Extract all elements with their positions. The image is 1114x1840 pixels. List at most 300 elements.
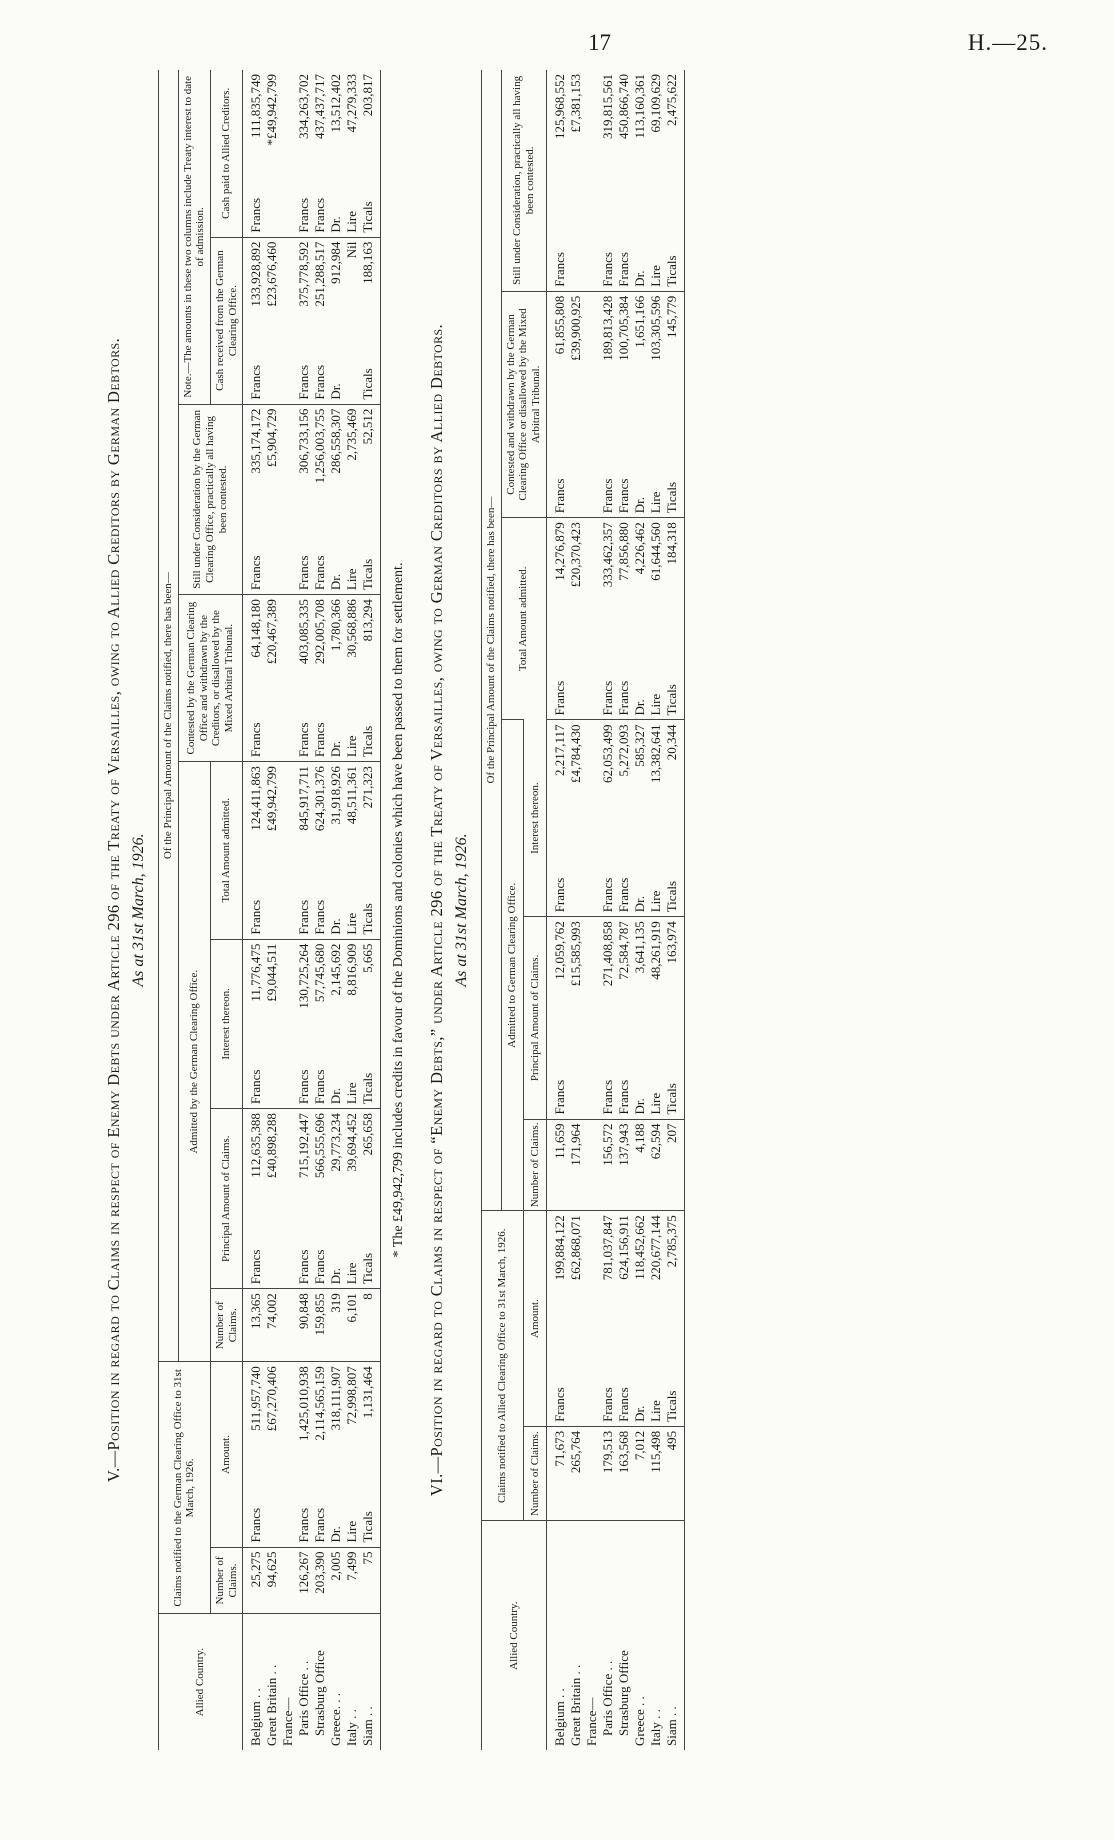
admitted-number-cell: 156,572: [600, 1119, 616, 1211]
int-cell-value: 130,725,264: [296, 939, 312, 1049]
paid-cell-value: 47,279,333: [344, 74, 360, 133]
number-of-claims-cell: 126,267: [296, 1547, 312, 1614]
country-cell: Strasburg Office: [312, 1614, 328, 1750]
con-cell-currency: [280, 702, 296, 762]
pr-cell-value: [584, 917, 600, 1052]
admitted-number-cell: 90,848: [296, 1289, 312, 1362]
admitted-number-cell: 11,659: [546, 1119, 568, 1211]
table-row: [616, 70, 632, 1750]
number-of-claims-cell: 7,499: [344, 1547, 360, 1614]
paid-cell-value: 111,835,749: [248, 74, 264, 139]
amount-currency: Dr.: [631, 1405, 647, 1422]
con-cell-value: [584, 291, 600, 450]
amount-value: 1,131,464: [360, 1362, 381, 1487]
amount-value: 220,677,144: [648, 1211, 664, 1359]
document-reference: H.—25.: [967, 30, 1048, 55]
admitted-number-cell: 4,188: [632, 1119, 648, 1211]
still-cell-currency: [264, 535, 280, 595]
int-cell-value: 57,745,680: [312, 939, 328, 1049]
number-of-claims-cell: 179,513: [600, 1426, 616, 1520]
pr-cell-currency: Francs: [248, 1249, 264, 1285]
table-row: [264, 70, 280, 1750]
rec-cell-value: 133,928,892: [243, 237, 265, 344]
section-vi-table: [481, 70, 685, 1750]
still-cell-value: 2,735,469: [344, 404, 360, 534]
table-row: [632, 70, 648, 1750]
rotated-sheet: [104, 70, 1104, 1750]
int-cell-currency: Lire: [647, 890, 663, 913]
int-cell-currency: Dr.: [328, 1087, 344, 1105]
country-cell: Italy . .: [344, 1614, 360, 1750]
number-of-claims-cell: [280, 1547, 296, 1614]
con-cell-currency: Francs: [296, 722, 312, 758]
still-cell-currency: Francs: [312, 555, 328, 591]
pr-cell-value: 566,555,696: [312, 1109, 328, 1229]
amount-currency: Francs: [599, 1387, 615, 1422]
rec-cell-value: 912,984: [328, 237, 344, 344]
header6-number-of-claims: Number of Claims.: [524, 1426, 546, 1520]
still-cell-value: [584, 70, 600, 218]
int-cell-value: 62,053,499: [600, 720, 616, 849]
still-cell-value: £7,381,153: [567, 74, 583, 133]
header6-principal: Principal Amount of Claims.: [524, 917, 546, 1119]
tot-cell-value: 77,856,880: [616, 518, 632, 653]
amount-currency: [264, 1487, 280, 1547]
section-vi-number: VI.—: [427, 1456, 447, 1497]
con-cell-currency: Francs: [599, 478, 615, 514]
admitted-number-cell: 159,855: [312, 1289, 328, 1362]
header6-still-under: Still under Consideration, practically all having been contested.: [501, 70, 546, 291]
section-v-footnote: * The £49,942,799 includes credits in favour of the Dominions and colonies which have been passed to them for settlement.: [391, 562, 407, 1258]
header-admitted-group: Admitted by the German Clearing Office.: [178, 762, 210, 1362]
rec-cell-value: 251,288,517: [312, 237, 328, 344]
section-vi-date: As at 31st March, 1926.: [453, 833, 471, 987]
still-cell-currency: [584, 218, 600, 291]
still-cell-value: 286,558,307: [328, 404, 344, 534]
number-of-claims-cell: 94,625: [264, 1547, 280, 1614]
section-v-body: [243, 70, 381, 1750]
still-cell-currency: Francs: [551, 252, 567, 287]
still-cell-value: 113,160,361: [631, 74, 647, 139]
still-cell-currency: Francs: [599, 252, 615, 287]
amount-value: [584, 1211, 600, 1359]
pr-cell-value: 39,694,452: [344, 1109, 360, 1229]
admitted-number-cell: 74,002: [264, 1289, 280, 1362]
int-cell-value: £4,784,430: [568, 720, 584, 849]
int-cell-value: 2,145,692: [328, 939, 344, 1049]
paid-cell-value: 13,512,402: [328, 74, 344, 133]
pr-cell-value: [280, 1109, 296, 1229]
section-vi-title-text: Position in regard to Claims in respect of “Enemy Debts,” under Article 296 of the Treaty of Versailles, owing to German Creditors by Allied Debtors.: [427, 323, 447, 1457]
pr-cell-value: £40,898,288: [264, 1109, 280, 1229]
paid-cell-currency: [264, 177, 280, 237]
int-cell-currency: Dr.: [631, 896, 647, 913]
tot-cell-value: 271,323: [360, 762, 381, 879]
amount-currency: [280, 1487, 296, 1547]
still-cell-value: [280, 404, 296, 534]
tot-cell-currency: Dr.: [328, 918, 344, 935]
int-cell-currency: Lire: [344, 1082, 360, 1105]
amount-value: 72,998,807: [344, 1362, 360, 1487]
con-cell-currency: Francs: [615, 478, 631, 514]
number-of-claims-cell: 265,764: [568, 1426, 584, 1520]
admitted-number-cell: [280, 1289, 296, 1362]
still-cell-currency: Dr.: [328, 573, 344, 591]
number-of-claims-cell: 163,568: [616, 1426, 632, 1520]
paid-cell-currency: [280, 177, 296, 237]
number-of-claims-cell: 75: [360, 1547, 381, 1614]
amount-currency: [584, 1359, 600, 1426]
header6-amount: Amount.: [524, 1211, 546, 1427]
tot-cell-value: 14,276,879: [546, 518, 568, 653]
rec-cell-currency: Francs: [296, 364, 312, 400]
still-cell-currency: Francs: [615, 252, 631, 287]
number-of-claims-cell: 2,005: [328, 1547, 344, 1614]
tot-cell-currency: Francs: [312, 899, 328, 935]
admitted-number-cell: [584, 1119, 600, 1211]
table-row: [360, 70, 381, 1750]
still-cell-currency: Francs: [296, 555, 312, 591]
int-cell-currency: [264, 1049, 280, 1109]
tot-cell-currency: Ticals: [360, 879, 381, 939]
tot-cell-value: 624,301,376: [312, 762, 328, 879]
header-number-of-claims: Number of Claims.: [210, 1547, 242, 1614]
tot-cell-value: 48,511,361: [344, 762, 360, 879]
table-row: [584, 70, 600, 1750]
pr-cell-currency: Francs: [615, 1079, 631, 1115]
number-of-claims-cell: 25,275: [243, 1547, 265, 1614]
tot-cell-value: 184,318: [664, 518, 685, 653]
tot-cell-currency: Francs: [296, 899, 312, 935]
pr-cell-value: 48,261,919: [648, 917, 664, 1052]
country-cell: Siam . .: [664, 1521, 685, 1750]
pr-cell-value: 12,059,762: [546, 917, 568, 1052]
header6-number-of-claims-admitted: Number of Claims.: [524, 1119, 546, 1211]
tot-cell-value: 124,411,863: [243, 762, 265, 879]
paid-cell-value: 203,817: [360, 70, 381, 177]
header-contested: Contested by the German Clearing Office and withdrawn by the Creditors, or disallowed by the Mixed Arbitral Tribunal.: [178, 595, 243, 762]
still-cell-currency: [568, 218, 584, 291]
tot-cell-currency: [584, 653, 600, 720]
int-cell-value: [280, 939, 296, 1049]
still-cell-value: 450,866,740: [615, 74, 631, 139]
int-cell-currency: Francs: [599, 877, 615, 913]
amount-currency: Francs: [296, 1507, 312, 1543]
admitted-number-cell: 62,594: [648, 1119, 664, 1211]
country-cell: Belgium . .: [243, 1614, 265, 1750]
country-cell: Siam . .: [360, 1614, 381, 1750]
table-row: [296, 70, 312, 1750]
int-cell-value: 5,665: [360, 939, 381, 1049]
country-cell: Strasburg Office: [616, 1521, 632, 1750]
section-v-title-text: Position in regard to Claims in respect of Enemy Debts under Article 296 of the Treaty of Versailles, owing to Allied Creditors by German Debtors.: [104, 337, 123, 1451]
int-cell-currency: [584, 849, 600, 916]
pr-cell-currency: [568, 1052, 584, 1119]
amount-currency: Ticals: [664, 1359, 685, 1426]
int-cell-value: 5,272,093: [616, 720, 632, 849]
con-cell-currency: Dr.: [328, 740, 344, 758]
header-cash-paid: Cash paid to Allied Creditors.: [210, 70, 242, 237]
amount-currency: Lire: [344, 1520, 360, 1543]
con-cell-value: 64,148,180: [243, 595, 265, 702]
number-of-claims-cell: 203,390: [312, 1547, 328, 1614]
int-cell-value: £9,044,511: [264, 939, 280, 1049]
table-row: [344, 70, 360, 1750]
still-cell-currency: [280, 535, 296, 595]
header-cash-received: Cash received from the German Clearing Office.: [210, 237, 242, 404]
number-of-claims-cell: [584, 1426, 600, 1520]
tot-cell-value: 31,918,926: [328, 762, 344, 879]
still-cell-value: 125,968,552: [551, 74, 567, 139]
pr-cell-value: £15,585,993: [568, 917, 584, 1052]
amount-value: 318,111,907: [328, 1362, 344, 1487]
still-cell-currency: Lire: [647, 265, 663, 287]
int-cell-currency: Ticals: [664, 849, 685, 916]
tot-cell-currency: [264, 879, 280, 939]
section-v-table: [158, 70, 381, 1750]
section-v-date: As at 31st March, 1926.: [130, 833, 147, 987]
admitted-number-cell: 13,365: [243, 1289, 265, 1362]
amount-currency: Francs: [551, 1387, 567, 1422]
con-cell-value: [280, 595, 296, 702]
amount-value: £62,868,071: [568, 1211, 584, 1359]
paid-cell-currency: Ticals: [360, 177, 381, 237]
con-cell-value: 189,813,428: [600, 291, 616, 450]
pr-cell-value: 72,584,787: [616, 917, 632, 1052]
tot-cell-currency: [568, 653, 584, 720]
still-cell-currency: Ticals: [360, 535, 381, 595]
pr-cell-value: 163,974: [664, 917, 685, 1052]
section-vi-title: [427, 70, 447, 1750]
rec-cell-value: 188,163: [360, 237, 381, 344]
pr-cell-currency: Francs: [551, 1079, 567, 1115]
con-cell-currency: Ticals: [360, 702, 381, 762]
con-cell-value: 61,855,808: [546, 291, 568, 450]
admitted-number-cell: 207: [664, 1119, 685, 1211]
header-interest: Interest thereon.: [210, 939, 242, 1109]
con-cell-value: 292,005,708: [312, 595, 328, 702]
amount-value: 781,037,847: [600, 1211, 616, 1359]
paid-cell-value: *£49,942,799: [264, 74, 280, 146]
tot-cell-value: £49,942,799: [264, 762, 280, 879]
header6-claims-notified: Claims notified to Allied Clearing Office to 31st March, 1926.: [482, 1211, 524, 1521]
int-cell-value: 13,382,641: [648, 720, 664, 849]
int-cell-currency: [568, 849, 584, 916]
header-amount: Amount.: [210, 1362, 242, 1547]
still-cell-currency: Lire: [344, 568, 360, 591]
country-cell: Paris Office . .: [296, 1614, 312, 1750]
con-cell-value: 813,294: [360, 595, 381, 702]
still-cell-value: £5,904,729: [264, 404, 280, 534]
rec-cell-value: Nil: [344, 237, 360, 344]
still-cell-value: 335,174,172: [243, 404, 265, 534]
table-row: [243, 70, 265, 1750]
admitted-number-cell: 319: [328, 1289, 344, 1362]
con-cell-currency: [584, 450, 600, 517]
pr-cell-value: 29,773,234: [328, 1109, 344, 1229]
paid-cell-value: [280, 70, 296, 177]
still-cell-currency: Ticals: [664, 218, 685, 291]
pr-cell-value: 715,192,447: [296, 1109, 312, 1229]
tot-cell-currency: Francs: [615, 680, 631, 716]
con-cell-value: £39,900,925: [568, 291, 584, 450]
header-number-of-claims-admitted: Number of Claims.: [210, 1289, 242, 1362]
int-cell-value: 11,776,475: [243, 939, 265, 1049]
paid-cell-value: 437,437,717: [312, 74, 328, 139]
amount-value: 2,785,375: [664, 1211, 685, 1359]
header-note: Note.—The amounts in these two columns include Treaty interest to date of admission.: [178, 70, 210, 404]
country-cell: Greece. . .: [328, 1614, 344, 1750]
con-cell-currency: Francs: [551, 478, 567, 514]
section-vi-body: [546, 70, 684, 1750]
country-cell: Great Britain . .: [264, 1614, 280, 1750]
tot-cell-value: £20,370,423: [568, 518, 584, 653]
header-of-principal: Of the Principal Amount of the Claims notified, there has been—: [159, 70, 179, 1362]
section-v-title: [104, 70, 124, 1750]
number-of-claims-cell: 7,012: [632, 1426, 648, 1520]
table-row: [664, 70, 685, 1750]
con-cell-value: 403,085,335: [296, 595, 312, 702]
rec-cell-currency: Ticals: [360, 344, 381, 404]
header6-total: Total Amount admitted.: [501, 518, 546, 720]
paid-cell-currency: Lire: [344, 210, 360, 233]
tot-cell-value: [280, 762, 296, 879]
tot-cell-currency: Francs: [599, 680, 615, 716]
rec-cell-currency: [280, 344, 296, 404]
rec-cell-currency: Francs: [312, 364, 328, 400]
int-cell-currency: Francs: [615, 877, 631, 913]
tot-cell-currency: Lire: [344, 912, 360, 935]
con-cell-currency: Francs: [248, 722, 264, 758]
country-cell: France—: [584, 1521, 600, 1750]
table-row: [648, 70, 664, 1750]
number-of-claims-cell: 495: [664, 1426, 685, 1520]
int-cell-currency: Francs: [296, 1069, 312, 1105]
country-cell: Paris Office . .: [600, 1521, 616, 1750]
country-cell: France—: [280, 1614, 296, 1750]
country-cell: Greece . .: [632, 1521, 648, 1750]
rec-cell-currency: [344, 344, 360, 404]
con-cell-currency: Lire: [647, 491, 663, 514]
amount-value: 199,884,122: [546, 1211, 568, 1359]
con-cell-value: 30,568,886: [344, 595, 360, 702]
int-cell-currency: [280, 1049, 296, 1109]
amount-value: 624,156,911: [616, 1211, 632, 1359]
paid-cell-value: 334,263,702: [296, 74, 312, 139]
table-row: [600, 70, 616, 1750]
still-cell-value: 306,733,156: [296, 404, 312, 534]
int-cell-value: 585,327: [632, 720, 648, 849]
header-still-under: Still under Consideration by the German Clearing Office, practically all having been contested.: [178, 404, 243, 594]
rec-cell-currency: Dr.: [328, 383, 344, 400]
tot-cell-value: 61,644,560: [648, 518, 664, 653]
amount-value: 2,114,565,159: [312, 1362, 328, 1487]
paid-cell-currency: Francs: [248, 197, 264, 233]
admitted-number-cell: 137,943: [616, 1119, 632, 1211]
tot-cell-currency: Francs: [551, 680, 567, 716]
con-cell-value: 1,651,166: [632, 291, 648, 450]
paid-cell-currency: Dr.: [328, 216, 344, 233]
rec-cell-value: 375,778,592: [296, 237, 312, 344]
int-cell-value: 20,344: [664, 720, 685, 849]
tot-cell-currency: Dr.: [631, 699, 647, 716]
pr-cell-currency: Lire: [647, 1092, 663, 1115]
pr-cell-currency: Ticals: [664, 1052, 685, 1119]
amount-currency: Ticals: [360, 1487, 381, 1547]
number-of-claims-cell: 71,673: [546, 1426, 568, 1520]
paid-cell-currency: Francs: [312, 197, 328, 233]
table-row: [568, 70, 584, 1750]
table-row: [546, 70, 568, 1750]
pr-cell-currency: [280, 1229, 296, 1289]
pr-cell-currency: [584, 1052, 600, 1119]
int-cell-currency: Francs: [248, 1069, 264, 1105]
paid-cell-currency: Francs: [296, 197, 312, 233]
amount-currency: [568, 1359, 584, 1426]
pr-cell-currency: Dr.: [328, 1267, 344, 1285]
int-cell-currency: Francs: [551, 877, 567, 913]
table-row: [328, 70, 344, 1750]
con-cell-value: £20,467,389: [264, 595, 280, 702]
int-cell-value: 2,217,117: [546, 720, 568, 849]
tot-cell-currency: Francs: [248, 899, 264, 935]
header-total: Total Amount admitted.: [210, 762, 242, 939]
pr-cell-currency: Francs: [296, 1249, 312, 1285]
tot-cell-value: 4,226,462: [632, 518, 648, 653]
con-cell-currency: Lire: [344, 735, 360, 758]
pr-cell-currency: Francs: [599, 1079, 615, 1115]
pr-cell-currency: Dr.: [631, 1098, 647, 1115]
rec-cell-value: [280, 237, 296, 344]
admitted-number-cell: 8: [360, 1289, 381, 1362]
con-cell-currency: Ticals: [664, 450, 685, 517]
amount-value: £67,270,406: [264, 1362, 280, 1487]
header6-allied-country: Allied Country.: [482, 1521, 547, 1750]
pr-cell-value: 112,635,388: [243, 1109, 265, 1229]
amount-currency: Francs: [312, 1507, 328, 1543]
country-cell: Belgium . .: [546, 1521, 568, 1750]
still-cell-value: 1,256,003,755: [312, 404, 328, 534]
con-cell-value: 103,305,596: [648, 291, 664, 450]
header6-contested: Contested and withdrawn by the German Clearing Office or disallowed by the Mixed Arbitral Tribunal.: [501, 291, 546, 518]
still-cell-value: 69,109,629: [647, 74, 663, 133]
pr-cell-currency: Lire: [344, 1262, 360, 1285]
con-cell-value: 145,779: [664, 291, 685, 450]
amount-value: [280, 1362, 296, 1487]
con-cell-currency: [264, 702, 280, 762]
amount-currency: Francs: [248, 1507, 264, 1543]
pr-cell-currency: Ticals: [360, 1229, 381, 1289]
tot-cell-currency: Lire: [647, 693, 663, 716]
tot-cell-value: [584, 518, 600, 653]
rec-cell-currency: [264, 344, 280, 404]
still-cell-value: 319,815,561: [599, 74, 615, 139]
int-cell-currency: Francs: [312, 1069, 328, 1105]
table-row: [280, 70, 296, 1750]
tot-cell-value: 845,917,711: [296, 762, 312, 879]
amount-currency: Francs: [615, 1387, 631, 1422]
amount-currency: Dr.: [328, 1526, 344, 1543]
section-v-number: V.—: [104, 1450, 123, 1483]
pr-cell-value: 271,408,858: [600, 917, 616, 1052]
number-of-claims-cell: 115,498: [648, 1426, 664, 1520]
con-cell-currency: Dr.: [631, 496, 647, 514]
header6-admitted-group: Admitted to German Clearing Office.: [501, 720, 523, 1211]
page-number: 17: [588, 30, 611, 55]
amount-currency: Lire: [647, 1400, 663, 1422]
admitted-number-cell: 6,101: [344, 1289, 360, 1362]
still-cell-currency: Francs: [248, 555, 264, 591]
